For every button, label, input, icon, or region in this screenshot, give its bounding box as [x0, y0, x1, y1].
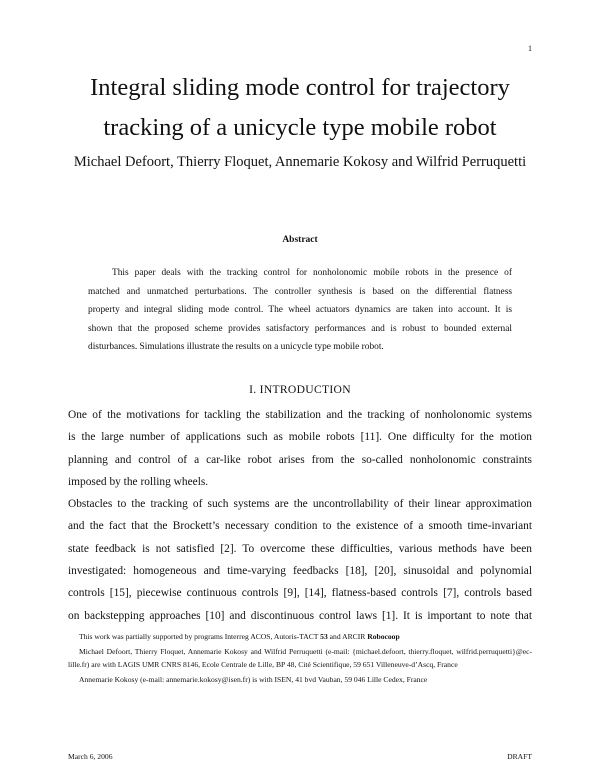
body-line: on backstepping approaches [10] and discontinuous control laws [1]. It is important to note that [68, 609, 532, 622]
abstract-line: shown that the proposed scheme provides satisfactory performances and is robust to bounded external [88, 323, 512, 334]
abstract-body [88, 264, 512, 357]
footer-draft-label: DRAFT [507, 752, 532, 761]
abstract-line: property and integral sliding mode control. The wheel actuators dynamics are taken into account. It is [88, 305, 512, 315]
body-line: imposed by the rolling wheels. [68, 475, 209, 488]
abstract-line: This paper deals with the tracking control for nonholonomic mobile robots in the presence of [112, 268, 512, 278]
paragraph-1 [68, 404, 532, 493]
body-line: planning and control of a car-like robot arises from the so-called nonholonomic constraints [68, 453, 532, 466]
footnotes [68, 631, 532, 689]
abstract-heading: Abstract [282, 235, 318, 245]
body-line: controls [15], piecewise continuous controls [9], [14], flatness-based controls [7], controls based [68, 587, 532, 600]
section-heading-introduction: I. INTRODUCTION [249, 383, 351, 396]
body-line: state feedback is not satisfied [2]. To overcome these difficulties, various methods have been [68, 542, 532, 555]
introduction-body [68, 404, 532, 627]
title-line-2: tracking of a unicycle type mobile robot [103, 114, 497, 141]
body-line: is the large number of applications such as mobile robots [11]. One difficulty for the motion [68, 431, 532, 444]
footnote-funding: This work was partially supported by programs Interreg ACOS, Autoris-TACT 53 and ARCIR Robocoop [79, 632, 400, 641]
paragraph-2 [68, 493, 532, 627]
body-line: and the fact that the Brockett’s necessary condition to the existence of a smooth time-invariant [68, 520, 532, 533]
footer-date: March 6, 2006 [68, 752, 113, 761]
body-line: investigated: homogeneous and time-varying feedbacks [18], [20], sinusoidal and polynomial [68, 565, 532, 578]
abstract-line: matched and unmatched perturbations. The controller synthesis is based on the differential flatness [88, 286, 512, 297]
footnote-affiliation-2: Annemarie Kokosy (e-mail: annemarie.kokosy@isen.fr) is with ISEN, 41 bvd Vauban, 59 046 Lille Cedex, France [79, 674, 428, 684]
paper-title [40, 68, 560, 148]
page-number: 1 [528, 44, 532, 53]
body-line: Obstacles to the tracking of such systems are the uncontrollability of their linear approximation [68, 498, 532, 511]
footnote-bold-number: 53 [320, 632, 328, 641]
body-line: One of the motivations for tackling the stabilization and the tracking of nonholonomic systems [68, 409, 532, 421]
author-list: Michael Defoort, Thierry Floquet, Annemarie Kokosy and Wilfrid Perruquetti [73, 154, 527, 170]
footnote-bold-program: Robocoop [367, 632, 400, 641]
abstract-line: disturbances. Simulations illustrate the results on a unicycle type mobile robot. [88, 342, 384, 352]
title-line-1: Integral sliding mode control for trajectory [90, 74, 510, 101]
footnote-affiliation-1: Michael Defoort, Thierry Floquet, Annemarie Kokosy and Wilfrid Perruquetti (e-mail: {michael.defoort, thierry.floquet, wilfrid.perruquetti}@ec-lille.fr) are with LAGIS UMR CNRS 8146, Ecole Centrale de Lille, BP 48, Cité Scientifique, 59 651 Villeneuve-d’Ascq, France [68, 647, 532, 669]
